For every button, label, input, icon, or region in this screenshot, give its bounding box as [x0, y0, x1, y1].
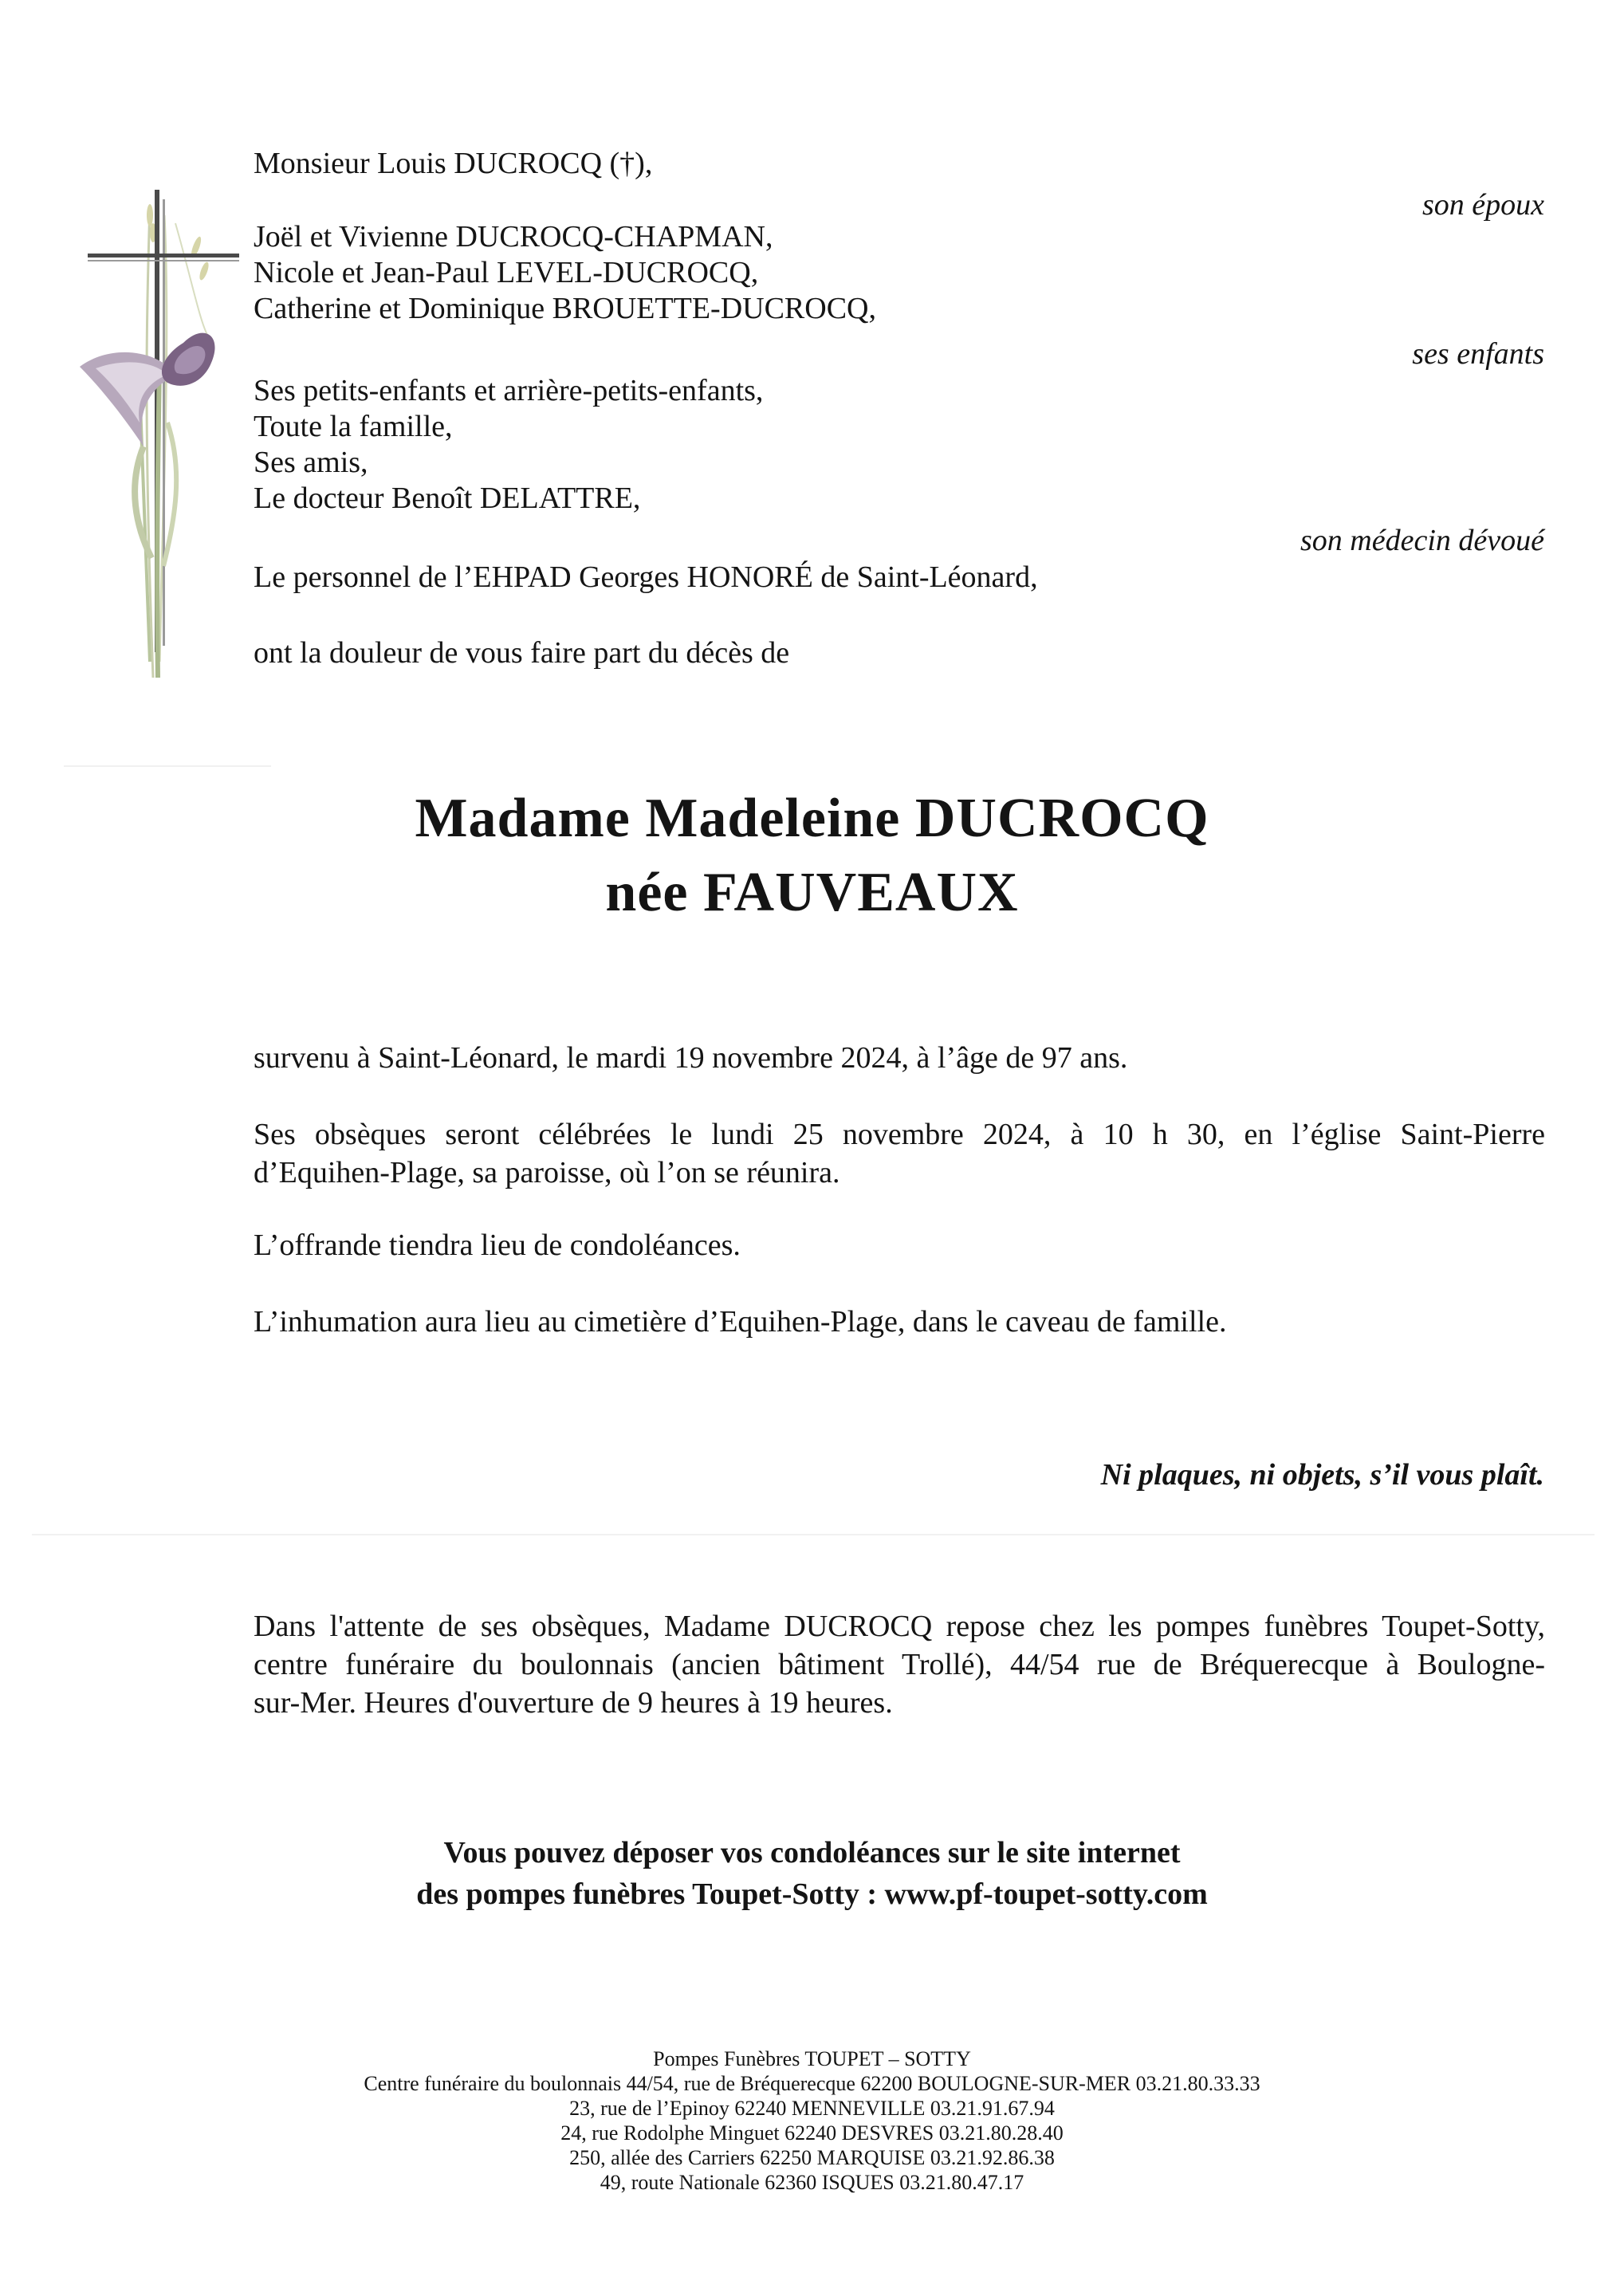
repose-line-3: sur-Mer. Heures d'ouverture de 9 heures à 19 heures. [254, 1686, 893, 1720]
husband-line: Monsieur Louis DUCROCQ (†), [254, 147, 653, 180]
faint-divider [64, 765, 271, 767]
footer-address-2: 23, rue de l’Epinoy 62240 MENNEVILLE 03.21.91.67.94 [569, 2097, 1055, 2120]
faint-divider-2 [32, 1534, 1595, 1535]
intro-line: ont la douleur de vous faire part du décès de [254, 636, 790, 670]
husband-role: son époux [1421, 188, 1544, 222]
family-line: Toute la famille, [254, 410, 453, 443]
child-line-3: Catherine et Dominique BROUETTE-DUCROCQ, [254, 292, 877, 325]
footer-address-5: 49, route Nationale 62360 ISQUES 03.21.80.47.17 [600, 2171, 1024, 2194]
child-line-2: Nicole et Jean-Paul LEVEL-DUCROCQ, [254, 256, 759, 289]
children-role: ses enfants [1412, 337, 1544, 371]
repose-line-2: centre funéraire du boulonnais (ancien bâtiment Trollé), 44/54 rue de Bréquerecque à Boulogne- [254, 1648, 1545, 1681]
funeral-line-2: d’Equihen-Plage, sa paroisse, où l’on se réunira. [254, 1156, 840, 1189]
no-plaques-notice: Ni plaques, ni objets, s’il vous plaît. [1100, 1458, 1544, 1492]
repose-line-1: Dans l'attente de ses obsèques, Madame DUCROCQ repose chez les pompes funèbres Toupet-Sotty, [254, 1610, 1545, 1643]
footer-address-3: 24, rue Rodolphe Minguet 62240 DESVRES 03.21.80.28.40 [560, 2121, 1064, 2145]
funeral-paragraph [254, 1115, 1545, 1192]
friends-line: Ses amis, [254, 446, 368, 479]
footer-address-4: 250, allée des Carriers 62250 MARQUISE 03.21.92.86.38 [569, 2146, 1055, 2169]
staff-line: Le personnel de l’EHPAD Georges HONORÉ de Saint-Léonard, [254, 560, 1038, 594]
funeral-line-1: Ses obsèques seront célébrées le lundi 25 novembre 2024, à 10 h 30, en l’église Saint-Pierre [254, 1118, 1545, 1151]
deceased-maiden-name: née FAUVEAUX [605, 862, 1019, 923]
doctor-role: son médecin dévoué [1300, 524, 1544, 557]
doctor-line: Le docteur Benoît DELATTRE, [254, 482, 641, 515]
condolences-line-1: Vous pouvez déposer vos condoléances sur le site internet [443, 1836, 1181, 1869]
burial-line: L’inhumation aura lieu au cimetière d’Equihen-Plage, dans le caveau de famille. [254, 1305, 1227, 1339]
offering-line: L’offrande tiendra lieu de condoléances. [254, 1229, 741, 1262]
deceased-name: Madame Madeleine DUCROCQ [415, 788, 1209, 849]
grandchildren-line: Ses petits-enfants et arrière-petits-enfants, [254, 374, 764, 407]
condolences-line-2: des pompes funèbres Toupet-Sotty : www.pf-toupet-sotty.com [416, 1877, 1208, 1911]
cross-with-calla-lily-icon [64, 183, 239, 694]
footer-address-1: Centre funéraire du boulonnais 44/54, rue de Bréquerecque 62200 BOULOGNE-SUR-MER 03.21.80.33.33 [364, 2072, 1260, 2095]
child-line-1: Joël et Vivienne DUCROCQ-CHAPMAN, [254, 220, 773, 254]
death-details: survenu à Saint-Léonard, le mardi 19 novembre 2024, à l’âge de 97 ans. [254, 1041, 1128, 1075]
repose-paragraph [254, 1607, 1545, 1722]
footer-company: Pompes Funèbres TOUPET – SOTTY [653, 2047, 971, 2070]
